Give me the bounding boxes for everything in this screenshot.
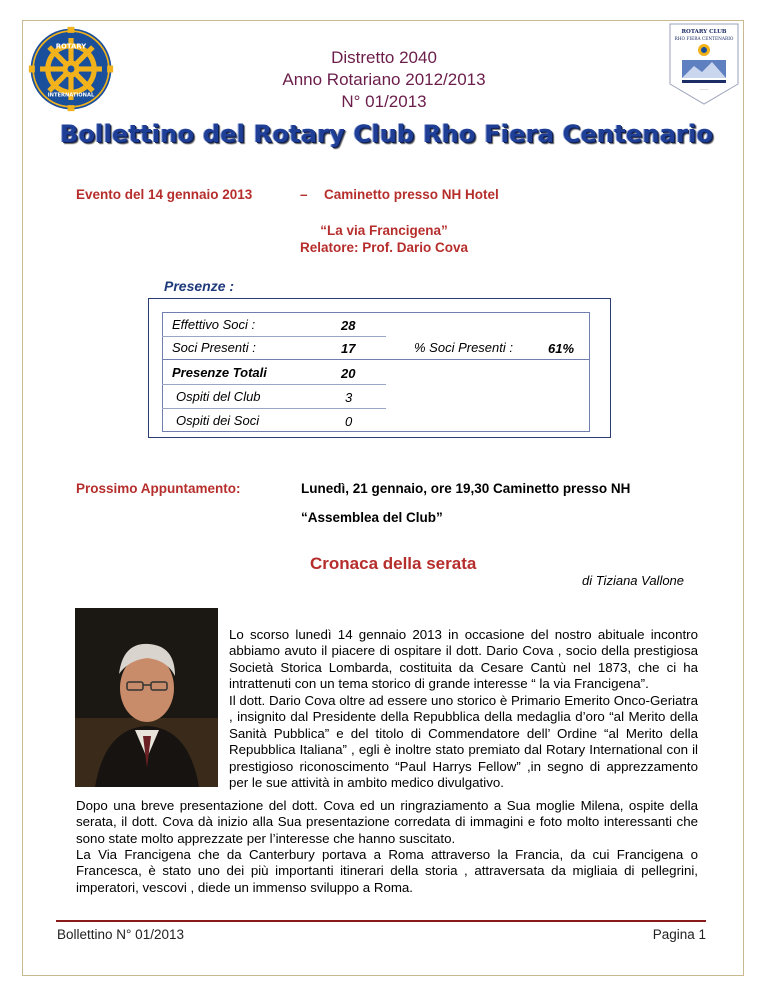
presenze-label: Presenze : [164, 278, 235, 294]
pennant-line1: ROTARY CLUB [681, 29, 727, 35]
logo-bottom-text: INTERNATIONAL [47, 92, 95, 99]
issue-number: N° 01/2013 [341, 92, 427, 111]
totali-label: Presenze Totali [172, 365, 267, 380]
footer-rule [56, 920, 706, 922]
totali-value: 20 [341, 366, 356, 381]
ospiti-soci-label: Ospiti dei Soci [176, 413, 260, 428]
percent-label: % Soci Presenti : [414, 340, 513, 355]
svg-text:———: ——— [699, 87, 709, 91]
next-meeting-label: Prossimo Appuntamento: [76, 481, 241, 496]
effettivo-value: 28 [341, 318, 356, 333]
cronaca-paragraph-1: Lo scorso lunedì 14 gennaio 2013 in occasione del nostro abituale incontro abbiamo avuto il piacere di ospitare il dott. Dario Cova , socio della prestigiosa Società Storica Lombarda, costituita da Cesare Cantù nel 1873, che ci ha intrattenuti con un tema storico di grande interesse “ la via Francigena”. [229, 627, 698, 692]
event-date: Evento del 14 gennaio 2013 [76, 187, 253, 202]
pennant-line2: RHO FIERA CENTENARIO [674, 37, 734, 42]
percent-value: 61% [548, 341, 575, 356]
event-speaker: Relatore: Prof. Dario Cova [299, 240, 469, 255]
divider [162, 336, 386, 337]
event-place: Caminetto presso NH Hotel [324, 187, 499, 202]
speaker-photo [75, 608, 218, 787]
bulletin-title: Bollettino del Rotary Club Rho Fiera Centenario [60, 120, 714, 148]
rotary-year-label: Anno Rotariano 2012/2013 [282, 70, 486, 89]
cronaca-author: di Tiziana Vallone [582, 573, 685, 588]
effettivo-label: Effettivo Soci : [172, 317, 256, 332]
footer-page-number: Pagina 1 [652, 927, 706, 942]
divider [162, 384, 386, 385]
presenti-label: Soci Presenti : [172, 340, 256, 355]
divider [162, 408, 386, 409]
cronaca-paragraph-4: La Via Francigena che da Canterbury portava a Roma attraverso la Francia, da cui Francigena o Francesca, è stato uno dei più importanti itinerari della storia , attraversata da migliaia di pellegrini, imperatori, vescovi , diede un immenso sviluppo a Roma. [76, 847, 698, 895]
ospiti-club-label: Ospiti del Club [176, 389, 261, 404]
footer-bulletin-number: Bollettino N° 01/2013 [57, 927, 184, 942]
next-meeting-when: Lunedì, 21 gennaio, ore 19,30 Caminetto presso NH [301, 481, 631, 496]
presenti-value: 17 [341, 341, 356, 356]
next-meeting-what: “Assemblea del Club” [301, 510, 443, 525]
ospiti-club-value: 3 [345, 390, 353, 405]
cronaca-title: Cronaca della serata [310, 554, 477, 573]
district-label: Distretto 2040 [331, 48, 437, 67]
cronaca-paragraph-2: Il dott. Dario Cova oltre ad essere uno storico è Primario Emerito Onco-Geriatra , insignito dal Presidente della Repubblica della medaglia d’oro “al Merito della Sanità Pubblica” e del titolo di Commendatore dell’ Ordine “al Merito della Repubblica Italiana” , egli è inoltre stato premiato dal Rotary International con il prestigioso riconoscimento “Paul Harrys Fellow” ,in segno di apprezzamento per le sue attività in ambito medico divulgativo. [229, 693, 698, 791]
event-topic: “La via Francigena” [320, 223, 448, 238]
event-dash: – [300, 187, 308, 202]
cronaca-paragraph-3: Dopo una breve presentazione del dott. Cova ed un ringraziamento a Sua moglie Milena, ospite della serata, il dott. Cova dà inizio alla Sua presentazione corredata di immagini e foto molto interessanti che sono state molto apprezzate per l’interesse che hanno suscitato. [76, 798, 698, 846]
logo-top-text: ROTARY [55, 42, 87, 51]
ospiti-soci-value: 0 [345, 414, 353, 429]
